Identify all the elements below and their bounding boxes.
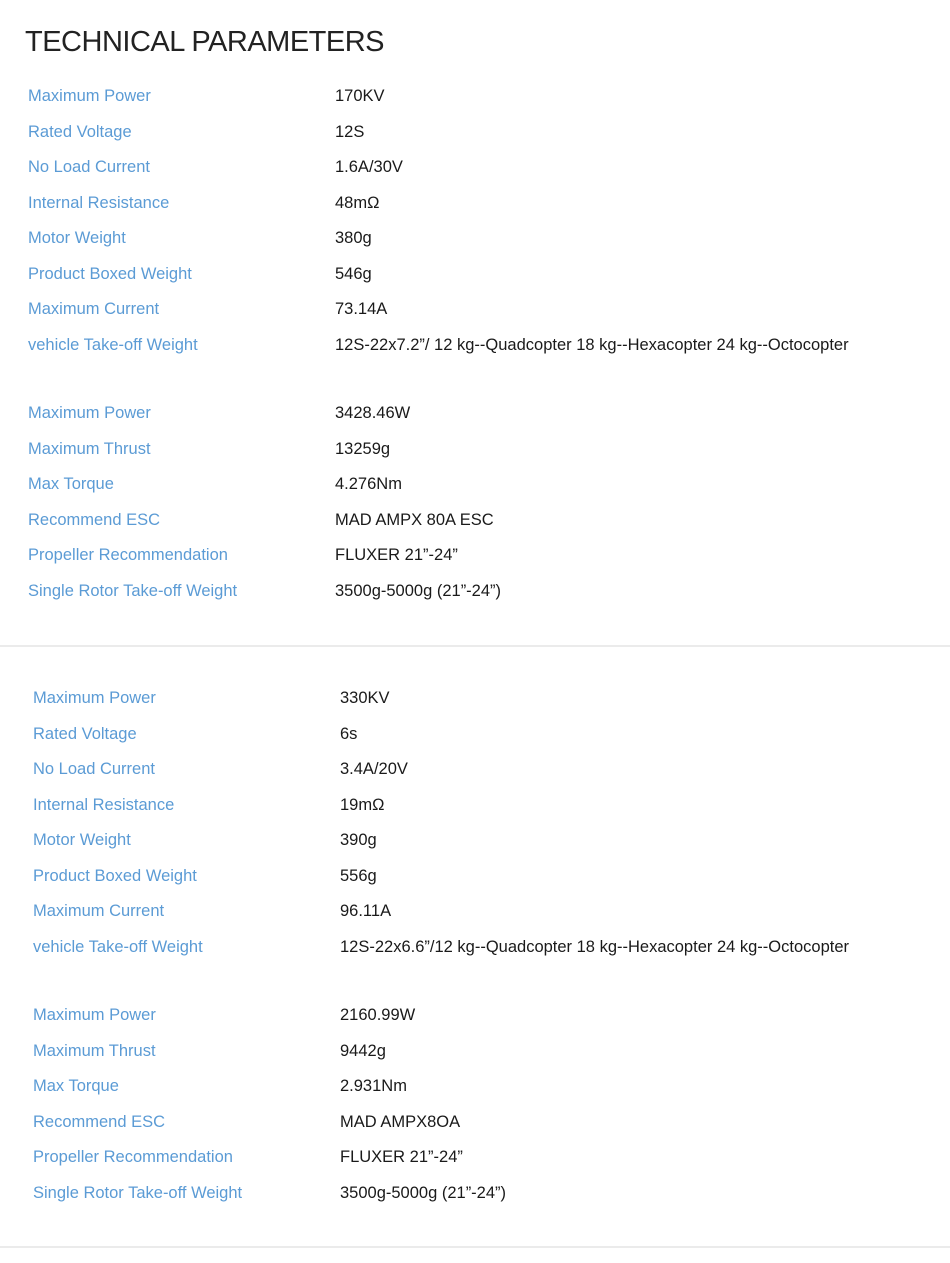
spec-label: Rated Voltage [28,122,132,141]
spec-label: Max Torque [28,475,114,494]
spec-row [0,752,950,788]
spec-label: Single Rotor Take-off Weight [33,1183,243,1202]
spec-row [0,1105,950,1141]
spec-label: Maximum Current [33,902,165,921]
spec-value: 48mΩ [335,193,380,212]
spec-row [0,998,950,1034]
spec-row [0,79,950,115]
spec-value: 2.931Nm [340,1077,407,1096]
spec-label: Recommend ESC [28,510,161,529]
spec-value: FLUXER 21”-24” [340,1148,463,1167]
spec-row [0,150,950,186]
spec-row [0,503,950,539]
spec-value: 12S-22x7.2”/ 12 kg--Quadcopter 18 kg--Hexacopter 24 kg--Octocopter [335,335,849,354]
spec-label: Max Torque [33,1077,119,1096]
spec-row [0,186,950,222]
spec-label: Product Boxed Weight [28,264,192,283]
spec-value: 2160.99W [340,1006,416,1025]
spec-label: Maximum Current [28,300,160,319]
spec-label: vehicle Take-off Weight [33,937,203,956]
spec-row [0,1140,950,1176]
spec-value: 170KV [335,87,385,106]
spec-row [0,823,950,859]
spec-value: 330KV [340,689,390,708]
spec-value: MAD AMPX8OA [340,1112,461,1131]
motor-specs-group [0,681,950,965]
spec-label: Maximum Thrust [28,439,151,458]
spec-value: 556g [340,866,377,885]
spec-value: 6s [340,724,358,743]
spec-value: 13259g [335,439,391,458]
spec-value: FLUXER 21”-24” [335,546,458,565]
spec-row [0,115,950,151]
spec-row [0,328,950,364]
spec-label: Single Rotor Take-off Weight [28,581,238,600]
spec-value: 546g [335,264,372,283]
spec-label: No Load Current [28,158,150,177]
spec-label: Maximum Power [33,1006,156,1025]
spec-value: 12S [335,122,365,141]
performance-specs-group [0,396,950,609]
spec-value: 4.276Nm [335,475,402,494]
spec-row [0,292,950,328]
spec-label: Internal Resistance [28,193,170,212]
spec-label: Rated Voltage [33,724,137,743]
spec-row [0,930,950,966]
spec-label: Maximum Thrust [33,1041,156,1060]
spec-value: 3500g-5000g (21”-24”) [340,1183,507,1202]
spec-section-1 [0,79,950,609]
spec-value: 1.6A/30V [335,158,403,177]
spec-label: Maximum Power [28,87,151,106]
spec-row [0,859,950,895]
page-title: TECHNICAL PARAMETERS [25,26,384,58]
spec-label: Maximum Power [33,689,156,708]
spec-value: 9442g [340,1041,386,1060]
spec-label: Product Boxed Weight [33,866,197,885]
spec-value: 19mΩ [340,795,385,814]
spec-row [0,432,950,468]
spec-value: MAD AMPX 80A ESC [335,510,494,529]
spec-row [0,1034,950,1070]
section-divider [0,1246,950,1248]
spec-value: 3500g-5000g (21”-24”) [335,581,502,600]
spec-value: 3.4A/20V [340,760,408,779]
spec-row [0,538,950,574]
spec-section-2 [0,681,950,1211]
spec-row [0,1069,950,1105]
spec-label: Motor Weight [33,831,131,850]
spec-label: Recommend ESC [33,1112,166,1131]
spec-row [0,1176,950,1212]
performance-specs-group [0,998,950,1211]
spec-value: 96.11A [340,902,392,921]
section-divider [0,645,950,647]
spec-row [0,221,950,257]
spec-label: Propeller Recommendation [28,546,228,565]
spec-label: No Load Current [33,760,155,779]
spec-row [0,396,950,432]
spec-label: Maximum Power [28,404,151,423]
spec-label: Motor Weight [28,229,126,248]
spec-value: 390g [340,831,377,850]
spec-row [0,717,950,753]
spec-label: Internal Resistance [33,795,175,814]
spec-label: vehicle Take-off Weight [28,335,198,354]
spec-value: 73.14A [335,300,388,319]
spec-row [0,788,950,824]
spec-value: 12S-22x6.6”/12 kg--Quadcopter 18 kg--Hexacopter 24 kg--Octocopter [340,937,850,956]
spec-row [0,257,950,293]
spec-label: Propeller Recommendation [33,1148,233,1167]
motor-specs-group [0,79,950,363]
spec-row [0,574,950,610]
spec-row [0,467,950,503]
spec-value: 3428.46W [335,404,411,423]
spec-row [0,894,950,930]
spec-value: 380g [335,229,372,248]
spec-row [0,681,950,717]
